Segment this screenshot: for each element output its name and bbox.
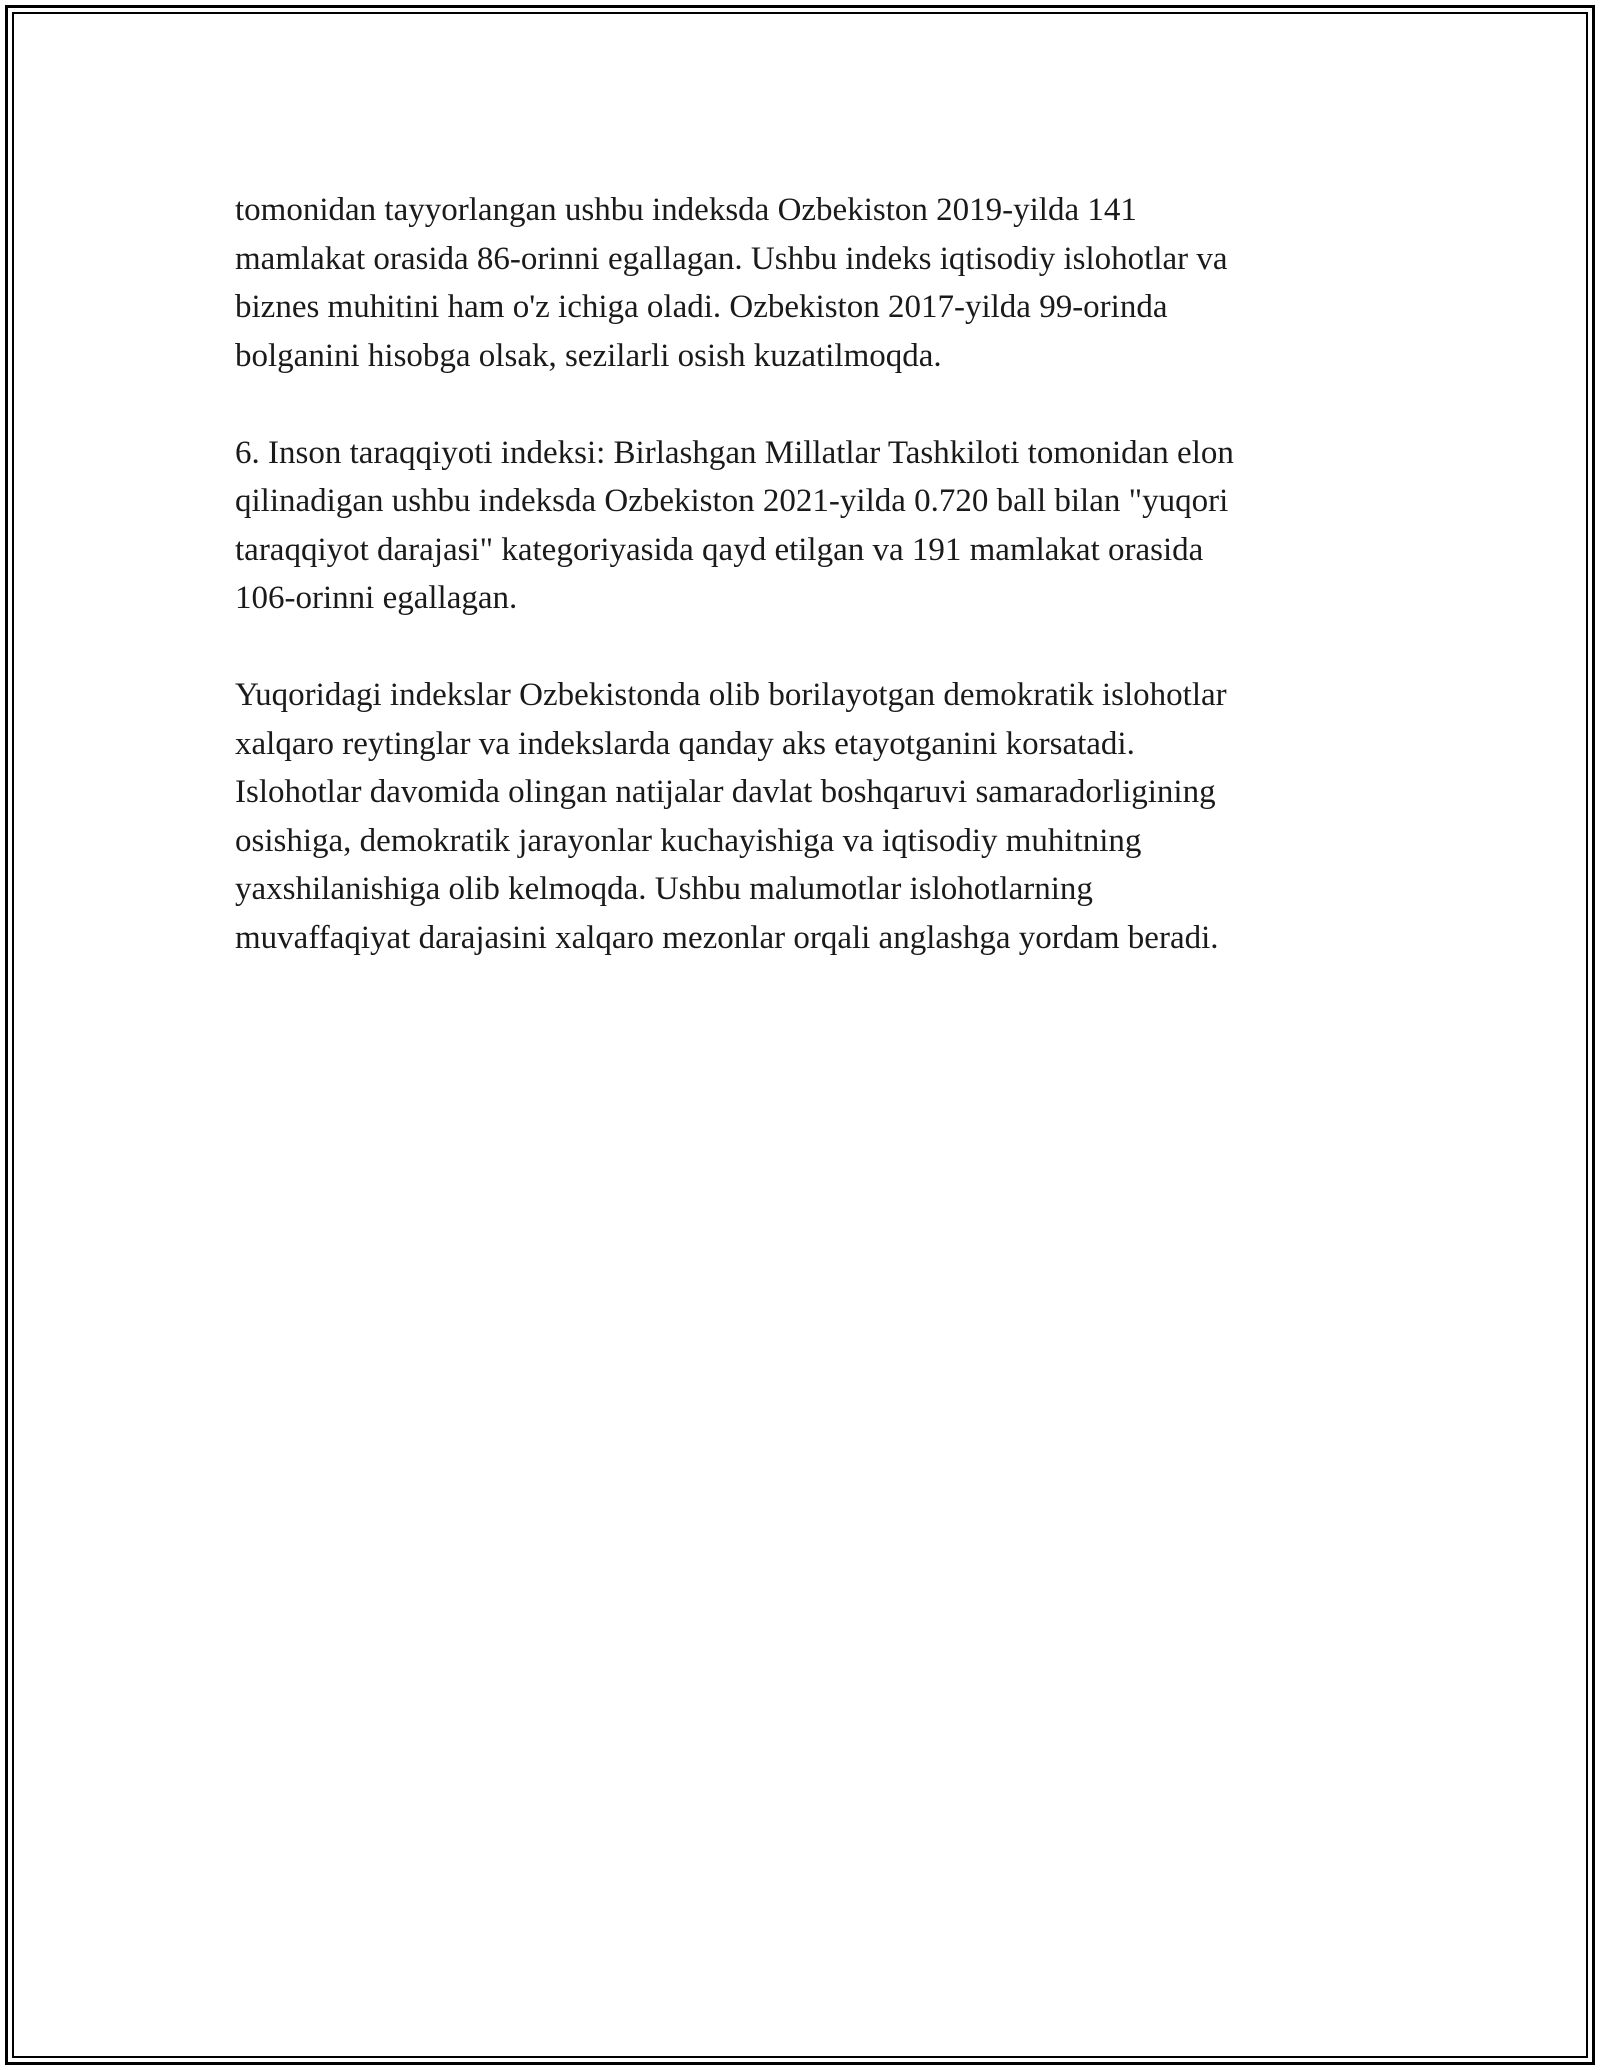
text-line: 106-orinni egallagan. bbox=[235, 580, 518, 616]
paragraph-index-ranking bbox=[235, 186, 1395, 380]
text-line: mamlakat orasida 86-orinni egallagan. Ushbu indeks iqtisodiy islohotlar va bbox=[235, 240, 1228, 277]
text-line: bolganini hisobga olsak, sezilarli osish kuzatilmoqda. bbox=[235, 337, 942, 374]
text-line: xalqaro reytinglar va indekslarda qanday aks etayotganini korsatadi. bbox=[235, 725, 1135, 762]
paragraph-human-development-index bbox=[235, 429, 1395, 623]
text-line: 6. Inson taraqqiyoti indeksi: Birlashgan Millatlar Tashkiloti tomonidan elon bbox=[235, 434, 1234, 471]
text-line: biznes muhitini ham o'z ichiga oladi. Ozbekiston 2017-yilda 99-orinda bbox=[235, 289, 1168, 325]
text-line: tomonidan tayyorlangan ushbu indeksda Ozbekiston 2019-yilda 141 bbox=[235, 192, 1137, 228]
text-line: qilinadigan ushbu indeksda Ozbekiston 2021-yilda 0.720 ball bilan "yuqori bbox=[235, 483, 1229, 519]
text-line: Yuqoridagi indekslar Ozbekistonda olib borilayotgan demokratik islohotlar bbox=[235, 677, 1227, 713]
text-line: taraqqiyot darajasi" kategoriyasida qayd etilgan va 191 mamlakat orasida bbox=[235, 531, 1204, 568]
text-line: Islohotlar davomida olingan natijalar davlat boshqaruvi samaradorligining bbox=[235, 774, 1216, 810]
text-line: muvaffaqiyat darajasini xalqaro mezonlar orqali anglashga yordam beradi. bbox=[235, 919, 1219, 956]
paragraph-conclusion bbox=[235, 671, 1395, 962]
text-line: yaxshilanishiga olib kelmoqda. Ushbu malumotlar islohotlarning bbox=[235, 871, 1093, 907]
document-body bbox=[235, 186, 1395, 1011]
text-line: osishiga, demokratik jarayonlar kuchayishiga va iqtisodiy muhitning bbox=[235, 822, 1142, 859]
